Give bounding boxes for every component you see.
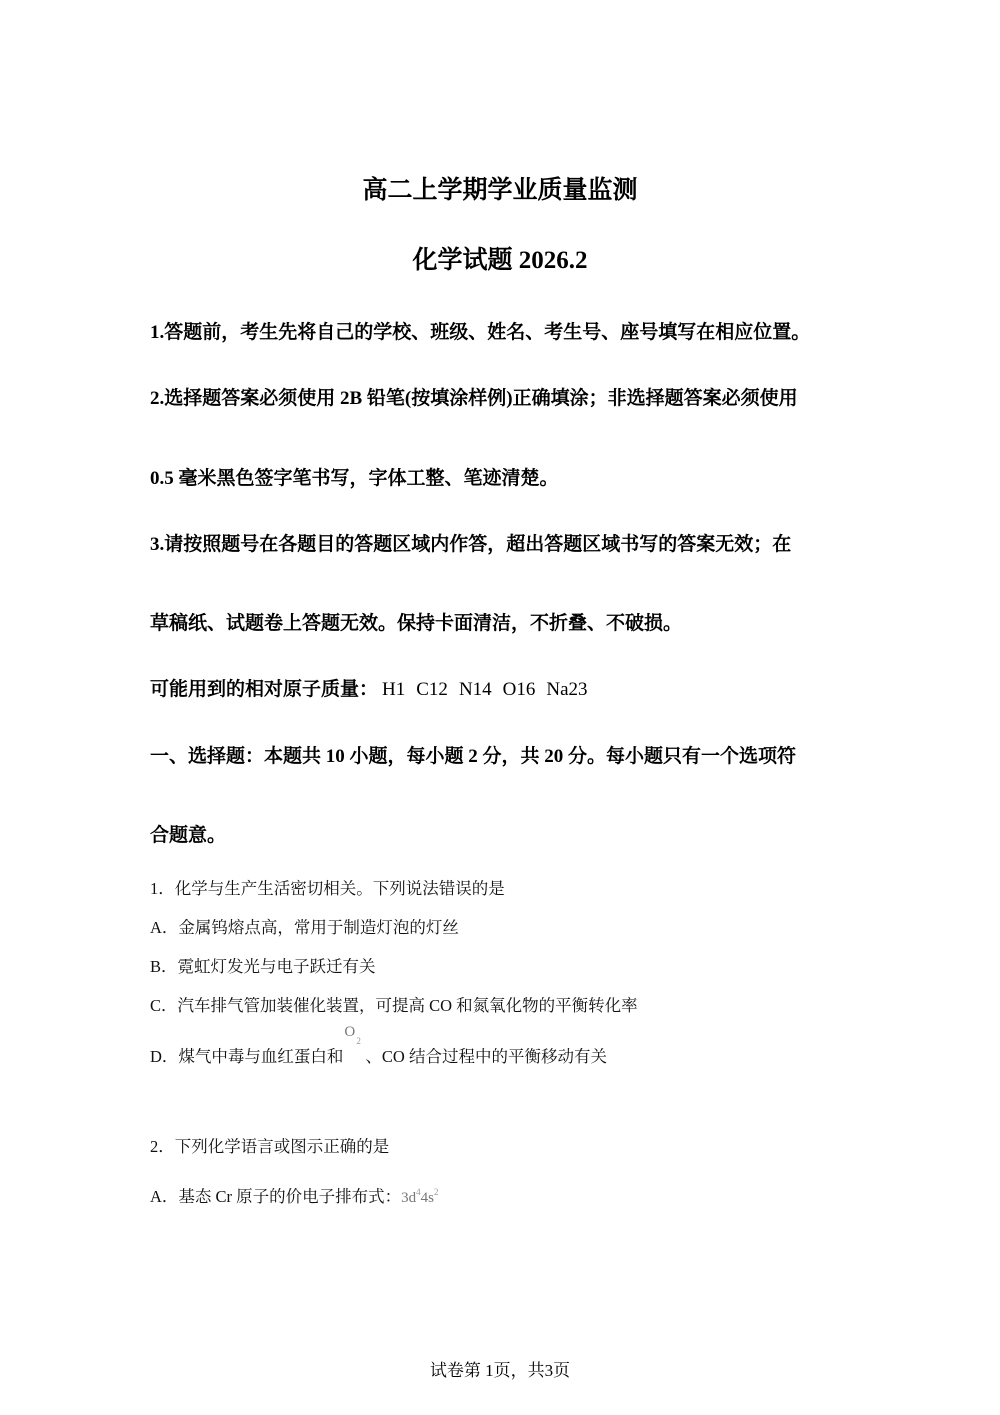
section-heading: 一、选择题：本题共 10 小题，每小题 2 分，共 20 分。每小题只有一个选项符 <box>150 746 797 767</box>
exam-subtitle: 化学试题 2026.2 <box>412 247 588 274</box>
instruction-1: 1.答题前，考生先将自己的学校、班级、姓名、考生号、座号填写在相应位置。 <box>150 322 811 343</box>
atomic-mass-n: N14 <box>458 679 492 700</box>
o2-formula-o: O <box>344 1024 356 1040</box>
question-2-stem: 2．下列化学语言或图示正确的是 <box>150 1137 390 1156</box>
atomic-mass-line <box>150 674 599 701</box>
cr-electron-config <box>401 1187 439 1206</box>
option-d-text-after: 、CO 结合过程中的平衡移动有关 <box>365 1047 607 1066</box>
question-1-option-c: C．汽车排气管加装催化装置，可提高 CO 和氮氧化物的平衡转化率 <box>150 996 638 1015</box>
atomic-mass-h: H1 <box>382 679 406 700</box>
o2-formula <box>343 1024 365 1062</box>
instruction-2: 2.选择题答案必须使用 2B 铅笔(按填涂样例)正确填涂；非选择题答案必须使用 <box>150 388 798 409</box>
question-2-option-a <box>150 1183 439 1207</box>
instruction-3: 3.请按照题号在各题目的答题区域内作答，超出答题区域书写的答案无效；在 <box>150 534 792 555</box>
config-4s-superscript: 2 <box>434 1187 439 1197</box>
o2-formula-subscript: 2 <box>356 1036 361 1046</box>
option-d-text-before: D．煤气中毒与血红蛋白和 <box>150 1047 344 1066</box>
config-4s: 4s <box>420 1190 435 1206</box>
question-2-option-a-text: A．基态 Cr 原子的价电子排布式： <box>150 1187 402 1206</box>
config-3d: 3d <box>401 1190 417 1206</box>
question-1-option-a: A．金属钨熔点高，常用于制造灯泡的灯丝 <box>150 918 459 937</box>
question-1-stem: 1．化学与生产生活密切相关。下列说法错误的是 <box>150 879 505 898</box>
instruction-3-continued: 草稿纸、试题卷上答题无效。保持卡面清洁，不折叠、不破损。 <box>150 613 683 634</box>
atomic-mass-c: C12 <box>416 679 448 700</box>
question-1-option-d <box>150 1024 607 1067</box>
page-footer: 试卷第 1页，共3页 <box>429 1361 571 1380</box>
exam-title: 高二上学期学业质量监测 <box>362 177 638 204</box>
atomic-mass-o: O16 <box>502 679 536 700</box>
section-heading-continued: 合题意。 <box>150 825 227 846</box>
config-3d-superscript: 4 <box>416 1187 421 1197</box>
instruction-2-continued: 0.5 毫米黑色签字笔书写，字体工整、笔迹清楚。 <box>150 468 559 489</box>
atomic-mass-na: Na23 <box>546 679 588 700</box>
atomic-mass-label: 可能用到的相对原子质量： <box>150 679 379 700</box>
question-1-option-b: B．霓虹灯发光与电子跃迁有关 <box>150 957 376 976</box>
